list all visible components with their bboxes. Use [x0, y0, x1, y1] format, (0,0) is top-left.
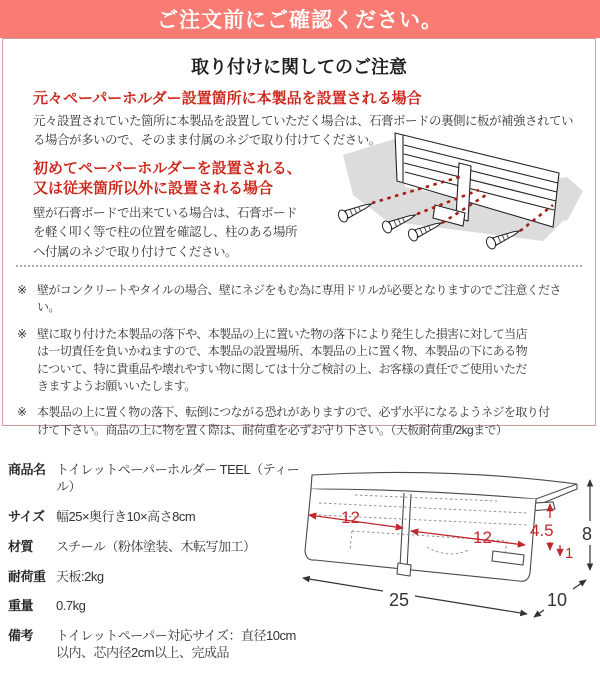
dim-shelf-gap: 4.5 [530, 521, 554, 540]
dimension-diagram [297, 455, 599, 660]
dim-height: 8 [582, 524, 593, 544]
bullet-mark: ※ [17, 405, 27, 420]
section2-body: 壁が石膏ボードで出来ている場合は、石膏ボードを軽く叩く等で柱の位置を確認し、柱のある場所へ付属のネジで取り付けてください。 [33, 206, 298, 259]
spec-value: 幅25×奥行き10×高さ8cm [56, 508, 196, 524]
section2-heading [33, 159, 302, 200]
spec-label: 耐荷重 [8, 568, 46, 584]
spec-value: スチール（粉体塗装、木転写加工） [56, 538, 256, 554]
section1-body: 元々設置されていた箇所に本製品を設置していただく場合は、石膏ボードの裏側に板が補強されている場合が多いので、そのまま付属のネジで取り付けてください。 [33, 114, 574, 148]
spec-value: トイレットペーパーホルダー TEEL（ティール） [56, 462, 300, 494]
dim-width-left: 12 [341, 508, 360, 527]
caution-item [17, 326, 581, 396]
spec-label: 商品名 [8, 462, 46, 477]
spec-value: 天板:2kg [56, 568, 104, 584]
spec-row [8, 628, 308, 662]
spec-label: 備考 [8, 628, 34, 644]
spec-table [8, 462, 308, 675]
spec-label: サイズ [8, 508, 45, 524]
dim-width-total: 25 [389, 590, 410, 610]
pre-order-banner [0, 0, 600, 38]
dim-width-right: 12 [473, 528, 492, 547]
banner-text: ご注文前にご確認ください。 [157, 9, 443, 32]
section2-heading-line1: 初めてペーパーホルダーを設置される、 [33, 160, 302, 177]
caution-text: 壁に取り付けた本製品の落下や、本製品の上に置いた物の落下により発生した損害に対して当店は一切責任を負いかねますので、本製品の設置場所、本製品の上に置く物、本製品の下にある物について、特に貴重品や壊れやすい物に関しては十分ご検討の上、お客様の責任でご使用いただきますようお願いいたします。 [37, 326, 527, 393]
spec-row [8, 539, 308, 556]
section2-heading-line2: 又は従来箇所以外に設置される場合 [33, 180, 274, 198]
caution-item [17, 282, 581, 317]
spec-row [8, 462, 308, 496]
caution-text: 壁がコンクリートやタイルの場合、壁にネジをもむ為に専用ドリルが必要となりますのでご注意ください。 [37, 283, 561, 315]
spec-row [8, 569, 308, 586]
caution-item [17, 404, 581, 439]
dotted-divider [16, 265, 582, 267]
spec-row [8, 598, 308, 615]
dim-bar-gap: 1 [565, 545, 574, 562]
spec-label: 材質 [8, 538, 34, 554]
spec-row [8, 509, 308, 526]
installation-notice-box [2, 38, 596, 437]
section1-heading: 元々ペーパーホルダー設置箇所に本製品を設置される場合 [33, 90, 422, 107]
bullet-mark: ※ [17, 283, 27, 297]
notice-title: 取り付けに関してのご注意 [191, 57, 407, 77]
caution-text: 本製品の上に置く物の落下、転倒につながる恐れがありますので、必ず水平になるようネジを取り付けて下さい。商品の上に物を置く際は、耐荷重を必ずお守り下さい。（天板耐荷重/2kgまで） [37, 405, 550, 437]
bullet-mark: ※ [17, 326, 27, 341]
caution-bullets [17, 282, 581, 448]
screw-installation-illustration [329, 129, 597, 263]
spec-value: 0.7kg [56, 598, 86, 614]
spec-label: 重量 [8, 598, 34, 614]
dim-depth: 10 [547, 590, 568, 610]
spec-value: トイレットペーパー対応サイズ：直径10cm以内、芯内径2cm以上、完成品 [56, 628, 296, 661]
